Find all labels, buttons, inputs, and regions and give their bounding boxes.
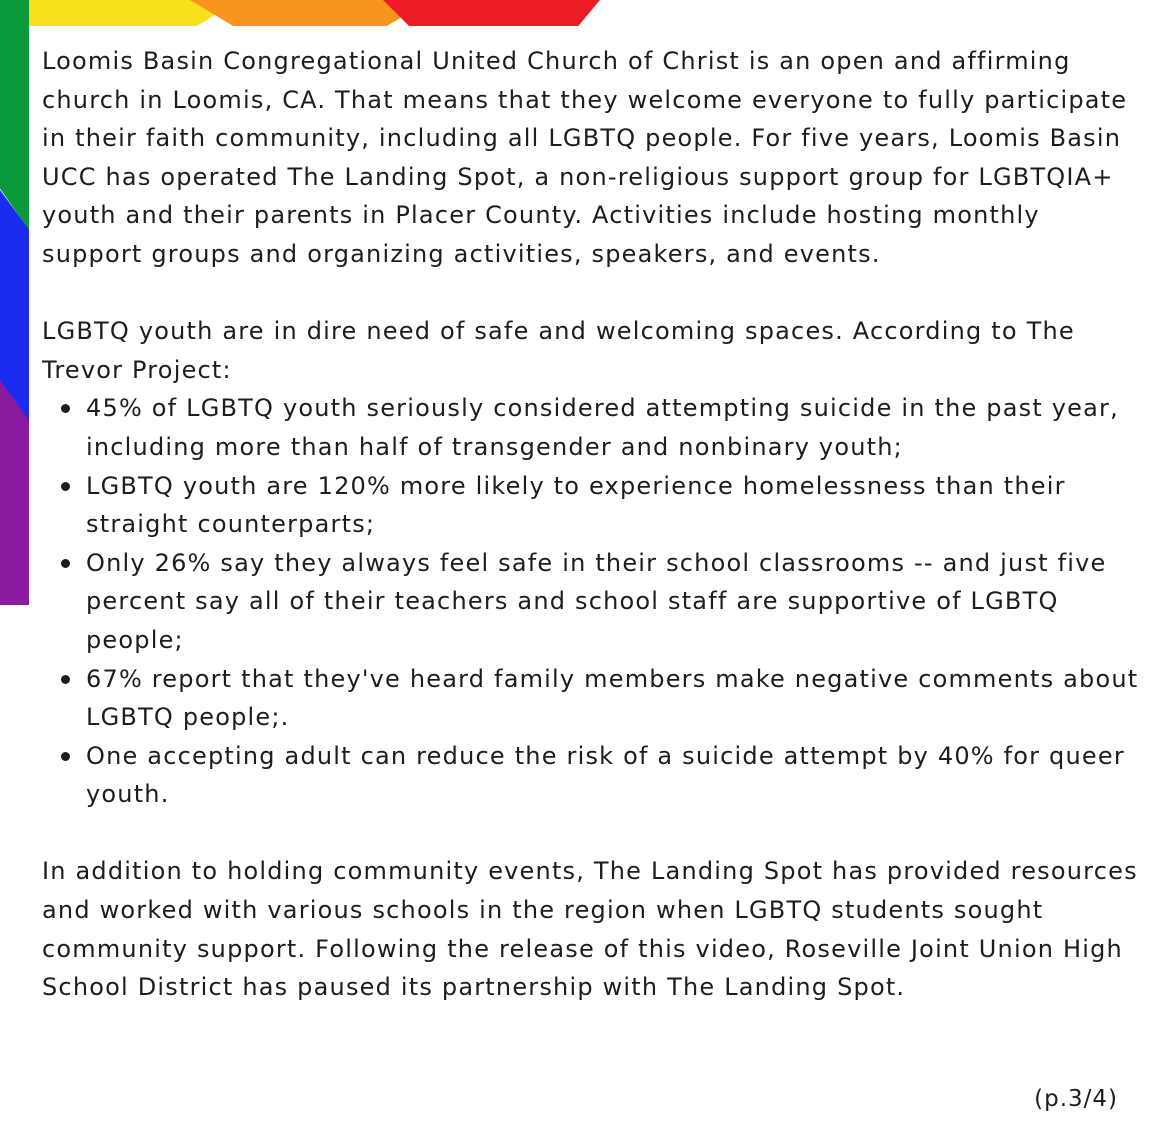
- rainbow-stripe-green: [0, 0, 29, 230]
- statistics-list: [42, 389, 1142, 814]
- stats-intro-paragraph: LGBTQ youth are in dire need of safe and welcoming spaces. According to The Trevor Project:: [42, 317, 1075, 384]
- intro-paragraph: Loomis Basin Congregational United Church of Christ is an open and affirming church in Loomis, CA. That means that they welcome everyone to fully participate in their faith community, including all LGBTQ people. For five years, Loomis Basin UCC has operated The Landing Spot, a non-religious support group for LGBTQIA+ youth and their parents in Placer County. Activities include hosting monthly support groups and organizing activities, speakers, and events.: [42, 47, 1128, 268]
- list-item: 67% report that they've heard family members make negative comments about LGBTQ people;.: [86, 660, 1142, 737]
- list-item: One accepting adult can reduce the risk of a suicide attempt by 40% for queer youth.: [86, 737, 1142, 814]
- list-item: 45% of LGBTQ youth seriously considered attempting suicide in the past year, including more than half of transgender and nonbinary youth;: [86, 389, 1142, 466]
- closing-paragraph: In addition to holding community events, The Landing Spot has provided resources and worked with various schools in the region when LGBTQ students sought community support. Following the release of this video, Roseville Joint Union High School District has paused its partnership with The Landing Spot.: [42, 857, 1138, 1002]
- list-item: Only 26% say they always feel safe in their school classrooms -- and just five percent say all of their teachers and school staff are supportive of LGBTQ people;: [86, 544, 1142, 660]
- rainbow-stripe-red: [383, 0, 600, 26]
- list-item: LGBTQ youth are 120% more likely to experience homelessness than their straight counterparts;: [86, 467, 1142, 544]
- document-body: [42, 42, 1142, 1007]
- page-number: (p.3/4): [1034, 1086, 1118, 1112]
